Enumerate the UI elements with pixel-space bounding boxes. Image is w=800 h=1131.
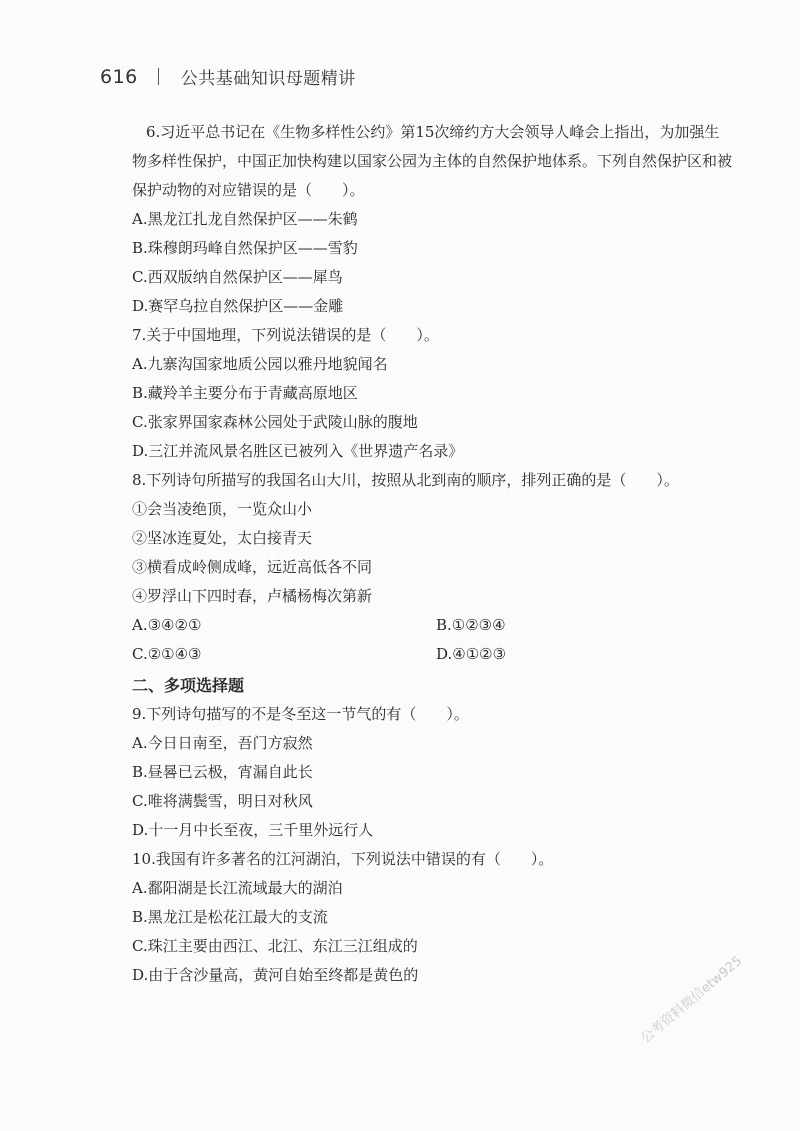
- question-8: [132, 466, 679, 669]
- page-content: [132, 118, 733, 990]
- book-title: 公共基础知识母题精讲: [180, 69, 356, 89]
- question-stem: 8.下列诗句所描写的我国名山大川，按照从北到南的顺序，排列正确的是（ ）。: [132, 471, 679, 489]
- page-number: 616: [100, 65, 138, 88]
- watermark: 公考资料微信etw925: [638, 953, 746, 1047]
- option-b: B.昼晷已云极，宵漏自此长: [132, 763, 313, 781]
- question-stem: 7.关于中国地理，下列说法错误的是（ ）。: [132, 326, 439, 344]
- option-b: B.珠穆朗玛峰自然保护区——雪豹: [132, 239, 358, 257]
- poem-item-4: ④罗浮山下四时春，卢橘杨梅次第新: [132, 587, 373, 605]
- question-stem: 10.我国有许多著名的江河湖泊，下列说法中错误的有（ ）。: [132, 850, 554, 868]
- poem-item-3: ③横看成岭侧成峰，远近高低各不同: [132, 558, 373, 576]
- option-d: D.十一月中长至夜，三千里外远行人: [132, 821, 374, 839]
- question-7: [132, 321, 672, 466]
- question-stem: 9.下列诗句描写的不是冬至这一节气的有（ ）。: [132, 705, 469, 723]
- option-d: D.三江并流风景名胜区已被列入《世界遗产名录》: [132, 442, 464, 460]
- question-stem-line: 6.习近平总书记在《生物多样性公约》第15次缔约方大会领导人峰会上指出，为加强生: [146, 123, 720, 141]
- question-6: [132, 118, 733, 321]
- option-a: A.鄱阳湖是长江流域最大的湖泊: [132, 879, 343, 897]
- question-10: [132, 845, 672, 990]
- option-a: A.黑龙江扎龙自然保护区——朱鹤: [132, 210, 358, 228]
- poem-item-1: ①会当凌绝顶，一览众山小: [132, 500, 313, 518]
- option-c: C.唯将满鬓雪，明日对秋风: [132, 792, 313, 810]
- option-d: D.赛罕乌拉自然保护区——金雕: [132, 297, 344, 315]
- option-grid: [132, 611, 672, 669]
- option-d: D.④①②③: [436, 645, 507, 663]
- question-stem-line: 保护动物的对应错误的是（ ）。: [132, 181, 365, 199]
- section-heading: 二、多项选择题: [132, 676, 245, 695]
- option-b: B.黑龙江是松花江最大的支流: [132, 908, 328, 926]
- question-stem-line: 物多样性保护，中国正加快构建以国家公园为主体的自然保护地体系。下列自然保护区和被: [132, 152, 733, 170]
- option-b: B.①②③④: [436, 616, 506, 634]
- option-d: D.由于含沙量高，黄河自始至终都是黄色的: [132, 966, 419, 984]
- option-a: A.③④②①: [132, 616, 202, 634]
- question-9: [132, 700, 672, 845]
- option-c: C.珠江主要由西江、北江、东江三江组成的: [132, 937, 418, 955]
- page-header: [100, 64, 356, 89]
- option-c: C.②①④③: [132, 645, 202, 663]
- poem-item-2: ②坚冰连夏处，太白接青天: [132, 529, 313, 547]
- option-c: C.张家界国家森林公园处于武陵山脉的腹地: [132, 413, 418, 431]
- header-divider: [158, 68, 159, 85]
- option-a: A.九寨沟国家地质公园以雅丹地貌闻名: [132, 355, 388, 373]
- option-c: C.西双版纳自然保护区——犀鸟: [132, 268, 343, 286]
- option-a: A.今日日南至，吾门方寂然: [132, 734, 313, 752]
- option-b: B.藏羚羊主要分布于青藏高原地区: [132, 384, 358, 402]
